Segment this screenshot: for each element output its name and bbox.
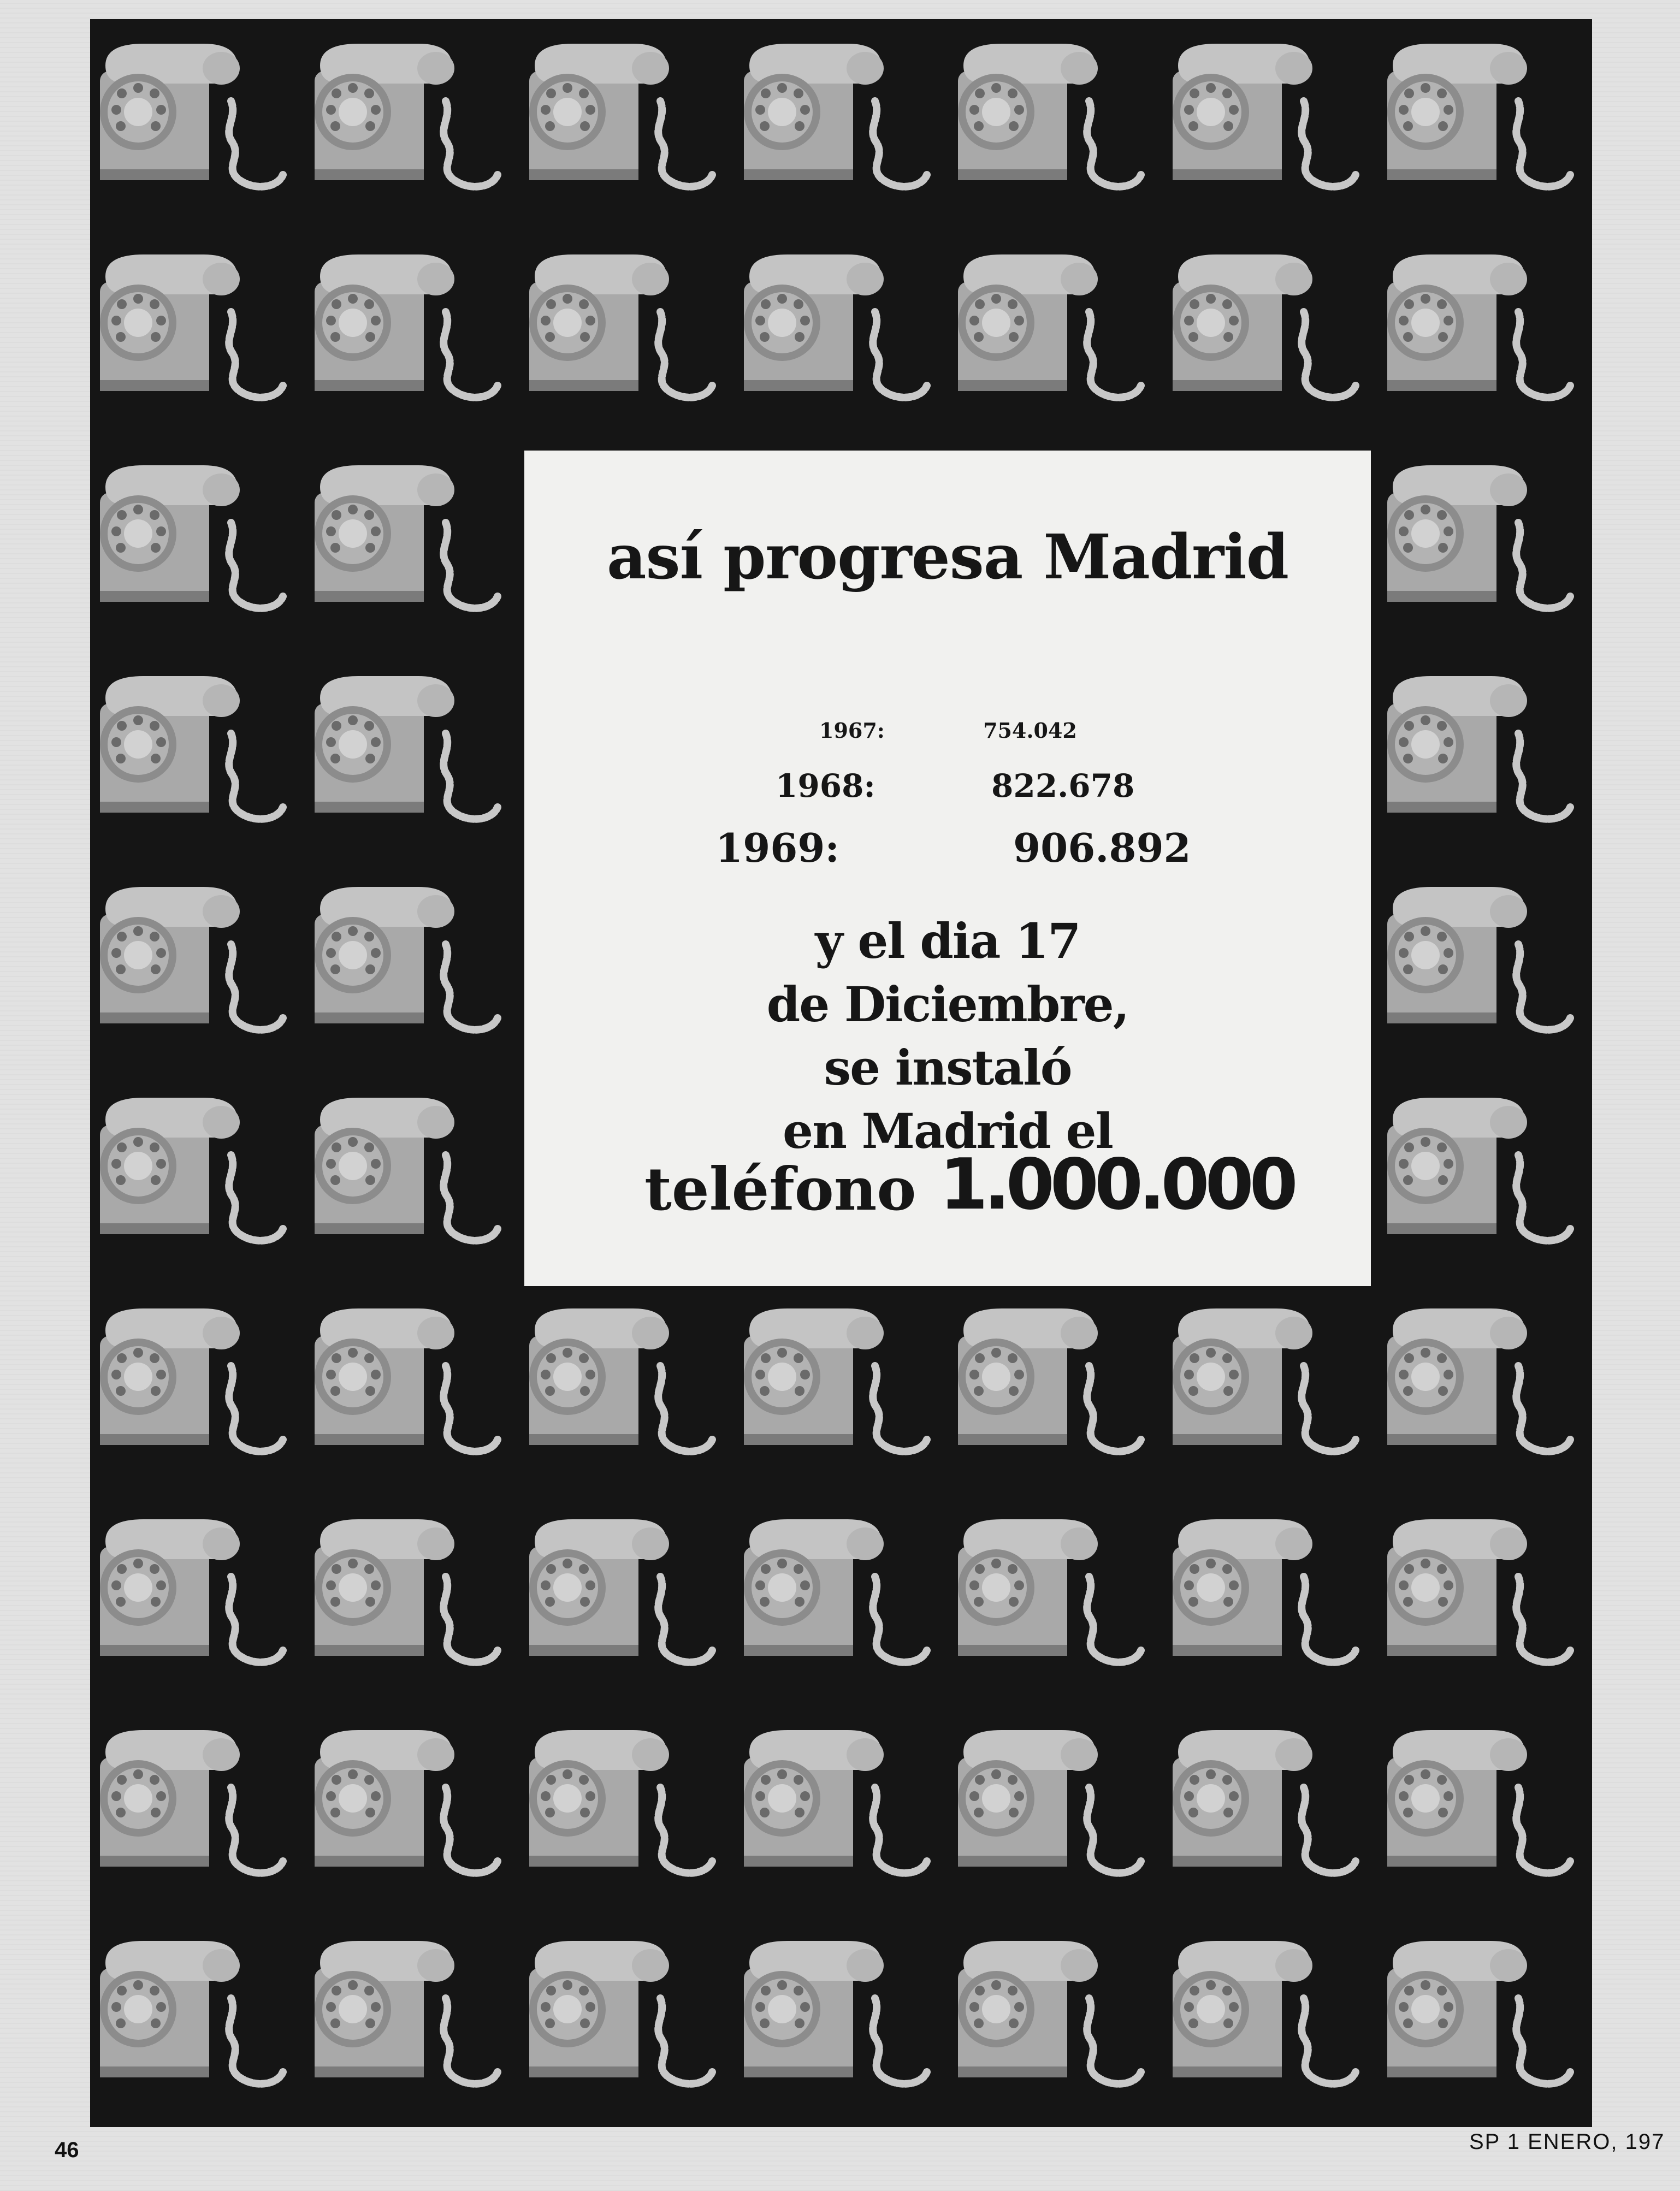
telephone-photo <box>948 1916 1163 2127</box>
rotary-telephone-icon <box>309 879 511 1043</box>
telephone-photo <box>1377 652 1592 862</box>
rotary-telephone-icon <box>1382 246 1584 410</box>
telephone-photo <box>1377 1073 1592 1284</box>
telephone-photo <box>1377 1495 1592 1706</box>
telephone-photo <box>734 1706 949 1916</box>
rotary-telephone-icon <box>309 1089 511 1253</box>
rotary-telephone-icon <box>738 1511 940 1675</box>
rotary-telephone-icon <box>94 668 297 832</box>
telephone-photo <box>305 441 519 652</box>
telephone-photo <box>519 1916 734 2127</box>
telephone-photo <box>1377 1284 1592 1495</box>
telephone-photo <box>90 1706 305 1916</box>
rotary-telephone-icon <box>1382 457 1584 621</box>
rotary-telephone-icon <box>94 1511 297 1675</box>
rotary-telephone-icon <box>309 1933 511 2097</box>
announcement-line: y el dia 17 <box>815 913 1080 969</box>
telephone-photo <box>1163 19 1377 230</box>
announcement-line: en Madrid el <box>783 1103 1113 1159</box>
telephone-photo <box>305 230 519 441</box>
telephone-photo <box>305 1073 519 1284</box>
rotary-telephone-icon <box>524 246 726 410</box>
stat-year-1968: 1968: <box>776 767 876 804</box>
telephone-photo <box>90 1495 305 1706</box>
advert-text-panel <box>524 451 1371 1286</box>
telephone-photo <box>948 1495 1163 1706</box>
advert-headline: así progresa Madrid <box>606 522 1289 593</box>
rotary-telephone-icon <box>1382 668 1584 832</box>
telephone-photo <box>519 1495 734 1706</box>
rotary-telephone-icon <box>524 1511 726 1675</box>
telephone-photo <box>734 1495 949 1706</box>
telephone-photo <box>734 1284 949 1495</box>
rotary-telephone-icon <box>738 35 940 199</box>
rotary-telephone-icon <box>524 1722 726 1886</box>
stat-year-1969: 1969: <box>715 825 839 871</box>
rotary-telephone-icon <box>94 1300 297 1464</box>
telephone-photo <box>1377 441 1592 652</box>
telephone-photo <box>1163 1706 1377 1916</box>
issue-date: SP 1 ENERO, 197 <box>1469 2130 1665 2154</box>
telephone-photo <box>519 230 734 441</box>
rotary-telephone-icon <box>1167 1511 1369 1675</box>
rotary-telephone-icon <box>94 35 297 199</box>
telephone-photo <box>90 441 305 652</box>
telephone-photo <box>734 1916 949 2127</box>
telephone-photo <box>1377 862 1592 1073</box>
telephone-photo <box>1377 1916 1592 2127</box>
telephone-photo <box>305 1284 519 1495</box>
rotary-telephone-icon <box>953 1511 1155 1675</box>
rotary-telephone-icon <box>309 1300 511 1464</box>
telephone-photo <box>305 1916 519 2127</box>
rotary-telephone-icon <box>1382 35 1584 199</box>
rotary-telephone-icon <box>94 879 297 1043</box>
rotary-telephone-icon <box>1167 1933 1369 2097</box>
page-number: 46 <box>55 2138 79 2162</box>
rotary-telephone-icon <box>94 1933 297 2097</box>
rotary-telephone-icon <box>94 1089 297 1253</box>
rotary-telephone-icon <box>524 1300 726 1464</box>
telephone-photo <box>90 1916 305 2127</box>
telephone-advertisement <box>90 19 1592 2127</box>
telephone-photo <box>519 19 734 230</box>
telephone-photo <box>90 19 305 230</box>
telephone-photo <box>948 230 1163 441</box>
million-number: 1.000.000 <box>939 1144 1294 1225</box>
rotary-telephone-icon <box>1382 1300 1584 1464</box>
rotary-telephone-icon <box>94 246 297 410</box>
rotary-telephone-icon <box>1167 35 1369 199</box>
telephone-photo <box>948 1284 1163 1495</box>
rotary-telephone-icon <box>953 246 1155 410</box>
rotary-telephone-icon <box>1382 1722 1584 1886</box>
rotary-telephone-icon <box>953 1300 1155 1464</box>
rotary-telephone-icon <box>309 457 511 621</box>
telephone-photo <box>1377 1706 1592 1916</box>
telephone-photo <box>90 1073 305 1284</box>
telephone-photo <box>90 1284 305 1495</box>
telephone-photo <box>948 1706 1163 1916</box>
rotary-telephone-icon <box>738 1933 940 2097</box>
rotary-telephone-icon <box>1382 1089 1584 1253</box>
rotary-telephone-icon <box>953 1933 1155 2097</box>
telephone-photo <box>305 1706 519 1916</box>
stat-value-1969: 906.892 <box>1013 825 1191 871</box>
telephone-photo <box>305 1495 519 1706</box>
announcement-line: se instaló <box>824 1039 1072 1096</box>
rotary-telephone-icon <box>738 1722 940 1886</box>
telephone-photo <box>1163 230 1377 441</box>
rotary-telephone-icon <box>953 35 1155 199</box>
rotary-telephone-icon <box>524 35 726 199</box>
telephone-photo <box>519 1706 734 1916</box>
rotary-telephone-icon <box>309 246 511 410</box>
rotary-telephone-icon <box>1382 1933 1584 2097</box>
rotary-telephone-icon <box>1167 1722 1369 1886</box>
telephone-photo <box>1163 1284 1377 1495</box>
announcement <box>524 909 1371 1163</box>
telephone-photo <box>305 862 519 1073</box>
rotary-telephone-icon <box>309 668 511 832</box>
telephone-photo <box>90 862 305 1073</box>
rotary-telephone-icon <box>1167 1300 1369 1464</box>
rotary-telephone-icon <box>738 246 940 410</box>
rotary-telephone-icon <box>309 1722 511 1886</box>
stat-year-1967: 1967: <box>819 718 885 743</box>
telephone-photo <box>948 19 1163 230</box>
rotary-telephone-icon <box>524 1933 726 2097</box>
stat-value-1967: 754.042 <box>983 718 1077 743</box>
rotary-telephone-icon <box>1167 246 1369 410</box>
telephone-photo <box>90 230 305 441</box>
telephone-photo <box>1163 1916 1377 2127</box>
telephone-photo <box>90 652 305 862</box>
telephone-photo <box>305 19 519 230</box>
telephone-photo <box>734 230 949 441</box>
stat-value-1968: 822.678 <box>991 767 1135 804</box>
rotary-telephone-icon <box>1382 1511 1584 1675</box>
rotary-telephone-icon <box>738 1300 940 1464</box>
telephone-photo <box>1377 230 1592 441</box>
rotary-telephone-icon <box>94 457 297 621</box>
telephone-photo <box>519 1284 734 1495</box>
rotary-telephone-icon <box>309 35 511 199</box>
telephone-photo <box>1163 1495 1377 1706</box>
telefono-word: teléfono <box>644 1155 916 1224</box>
telephone-photo <box>305 652 519 862</box>
telephone-photo <box>1377 19 1592 230</box>
telephone-photo <box>734 19 949 230</box>
rotary-telephone-icon <box>309 1511 511 1675</box>
rotary-telephone-icon <box>1382 879 1584 1043</box>
rotary-telephone-icon <box>94 1722 297 1886</box>
announcement-line: de Diciembre, <box>766 976 1129 1033</box>
rotary-telephone-icon <box>953 1722 1155 1886</box>
